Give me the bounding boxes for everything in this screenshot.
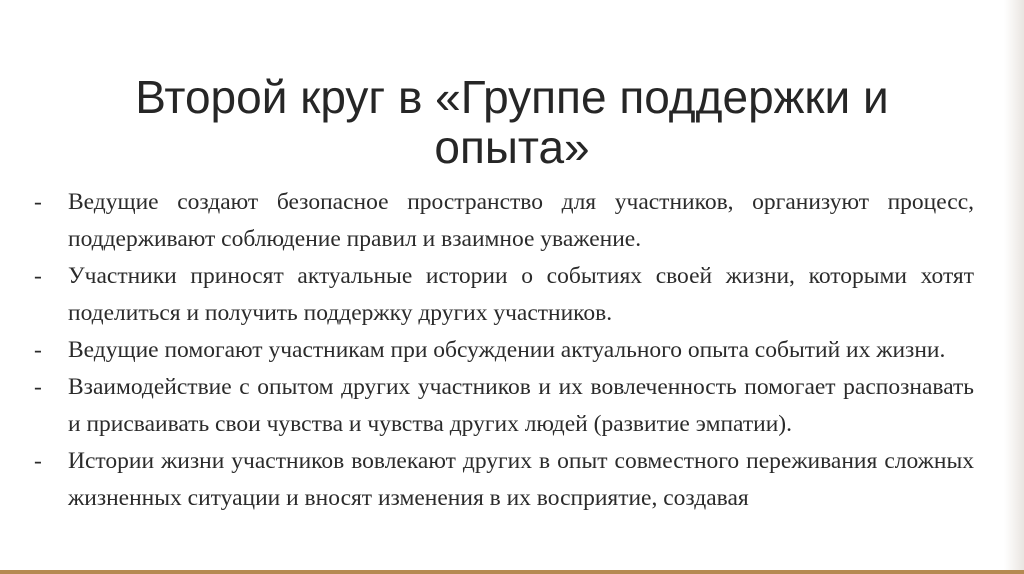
bullet-text: Ведущие помогают участникам при обсуждении актуального опыта событий их жизни. bbox=[68, 337, 946, 363]
bullet-text: Участники приносят актуальные истории о событиях своей жизни, которыми хотят поделиться и получить поддержку других участников. bbox=[68, 263, 974, 326]
bullet-dash: - bbox=[34, 337, 42, 363]
bullet-dash: - bbox=[34, 374, 42, 400]
list-item bbox=[34, 332, 974, 369]
list-item bbox=[34, 369, 974, 443]
list-item bbox=[34, 443, 974, 517]
bullet-dash: - bbox=[34, 263, 42, 289]
bottom-accent-strip bbox=[0, 570, 1024, 574]
slide-title-line-1: Второй круг в «Группе поддержки и bbox=[135, 71, 889, 123]
bullet-text: Истории жизни участников вовлекают других в опыт совместного переживания сложных жизненных ситуации и вносят изменения в их восприятие, создавая bbox=[68, 448, 974, 511]
bullet-dash: - bbox=[34, 448, 42, 474]
bullet-text: Взаимодействие с опытом других участников и их вовлеченность помогает распознавать и присваивать свои чувства и чувства других людей (развитие эмпатии). bbox=[68, 374, 974, 437]
bullet-list bbox=[34, 184, 974, 517]
bullet-text: Ведущие создают безопасное пространство для участников, организуют процесс, поддерживают соблюдение правил и взаимное уважение. bbox=[68, 189, 974, 252]
slide-title-line-2: опыта» bbox=[434, 121, 590, 173]
slide-title bbox=[60, 72, 964, 172]
slide-edge-shadow bbox=[1004, 0, 1024, 574]
list-item bbox=[34, 184, 974, 258]
bullet-dash: - bbox=[34, 189, 42, 215]
list-item bbox=[34, 258, 974, 332]
